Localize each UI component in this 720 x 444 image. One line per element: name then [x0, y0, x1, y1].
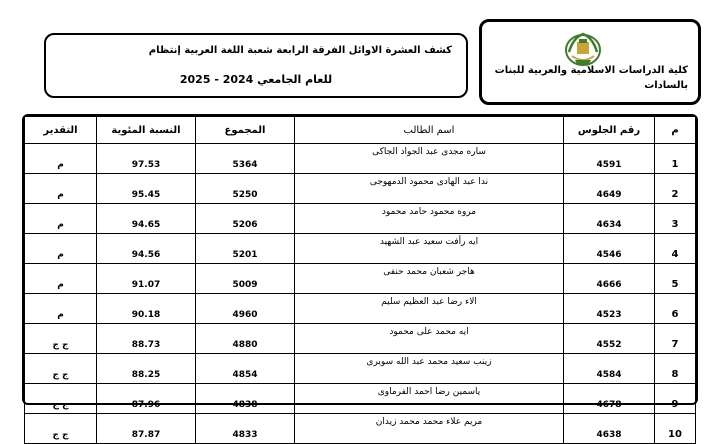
row-index: 6: [655, 294, 696, 324]
total-score: 4960: [196, 294, 295, 324]
percentage: 87.87: [97, 414, 196, 444]
row-index: 1: [655, 144, 696, 174]
col-header-grade: التقدير: [25, 117, 97, 144]
total-score: 5009: [196, 264, 295, 294]
percentage: 88.25: [97, 354, 196, 384]
college-name-line1: كلية الدراسات الاسلامية والعربية للبنات: [494, 65, 688, 76]
seat-number: 4552: [564, 324, 655, 354]
percentage: 90.18: [97, 294, 196, 324]
col-header-percentage: النسبة المئوية: [97, 117, 196, 144]
seat-number: 4678: [564, 384, 655, 414]
row-index: 8: [655, 354, 696, 384]
report-title: كشف العشرة الاوائل الفرقة الرابعة شعبة اللغة العربية إنتظام: [148, 45, 452, 56]
col-header-seat: رقم الجلوس: [564, 117, 655, 144]
total-score: 5206: [196, 204, 295, 234]
seat-number: 4546: [564, 234, 655, 264]
seat-number: 4649: [564, 174, 655, 204]
results-table: [24, 116, 696, 444]
col-header-name: اسم الطالب: [295, 117, 564, 144]
seat-number: 4634: [564, 204, 655, 234]
college-name-line2: بالسادات: [644, 80, 688, 91]
total-score: 4880: [196, 324, 295, 354]
table-row: [25, 414, 696, 444]
percentage: 87.96: [97, 384, 196, 414]
table-row: [25, 234, 696, 264]
total-score: 5364: [196, 144, 295, 174]
grade: ج ج: [25, 414, 97, 444]
grade: م: [25, 144, 97, 174]
college-box: [479, 19, 701, 105]
percentage: 94.56: [97, 234, 196, 264]
student-name: ندا عبد الهادى محمود الدمهوجى: [295, 174, 564, 204]
student-name: ياسمين رضا احمد الفرماوى: [295, 384, 564, 414]
seat-number: 4584: [564, 354, 655, 384]
row-index: 5: [655, 264, 696, 294]
table-row: [25, 204, 696, 234]
grade: م: [25, 234, 97, 264]
row-index: 9: [655, 384, 696, 414]
table-row: [25, 144, 696, 174]
grade: م: [25, 264, 97, 294]
percentage: 97.53: [97, 144, 196, 174]
table-row: [25, 174, 696, 204]
grade: ج ج: [25, 384, 97, 414]
student-name: الاء رضا عبد العظيم سليم: [295, 294, 564, 324]
percentage: 94.65: [97, 204, 196, 234]
student-name: ايه رأفت سعيد عبد الشهيد: [295, 234, 564, 264]
percentage: 88.73: [97, 324, 196, 354]
academic-year: للعام الجامعي 2024 - 2025: [179, 73, 333, 86]
row-index: 3: [655, 204, 696, 234]
grade: ج ج: [25, 354, 97, 384]
percentage: 91.07: [97, 264, 196, 294]
row-index: 10: [655, 414, 696, 444]
student-name: ساره مجدى عبد الجواد الجاكى: [295, 144, 564, 174]
row-index: 7: [655, 324, 696, 354]
table-row: [25, 264, 696, 294]
total-score: 5201: [196, 234, 295, 264]
college-emblem-icon: [563, 28, 603, 68]
grade: م: [25, 204, 97, 234]
seat-number: 4666: [564, 264, 655, 294]
grade: م: [25, 294, 97, 324]
student-name: مريم علاء محمد محمد زيدان: [295, 414, 564, 444]
college-name: [492, 63, 688, 93]
report-title-box: [44, 33, 468, 98]
seat-number: 4591: [564, 144, 655, 174]
student-name: ايه محمد على محمود: [295, 324, 564, 354]
table-row: [25, 324, 696, 354]
total-score: 4833: [196, 414, 295, 444]
col-header-index: م: [655, 117, 696, 144]
row-index: 2: [655, 174, 696, 204]
col-header-total: المجموع: [196, 117, 295, 144]
student-name: زينب سعيد محمد عبد الله سويرى: [295, 354, 564, 384]
total-score: 4854: [196, 354, 295, 384]
seat-number: 4523: [564, 294, 655, 324]
total-score: 4838: [196, 384, 295, 414]
percentage: 95.45: [97, 174, 196, 204]
table-row: [25, 384, 696, 414]
row-index: 4: [655, 234, 696, 264]
student-name: هاجر شعبان محمد حنفى: [295, 264, 564, 294]
total-score: 5250: [196, 174, 295, 204]
student-name: مروه محمود حامد محمود: [295, 204, 564, 234]
grade: ج ج: [25, 324, 97, 354]
seat-number: 4638: [564, 414, 655, 444]
table-header-row: [25, 117, 696, 144]
grade: م: [25, 174, 97, 204]
results-table-frame: [22, 114, 698, 440]
table-row: [25, 294, 696, 324]
table-row: [25, 354, 696, 384]
